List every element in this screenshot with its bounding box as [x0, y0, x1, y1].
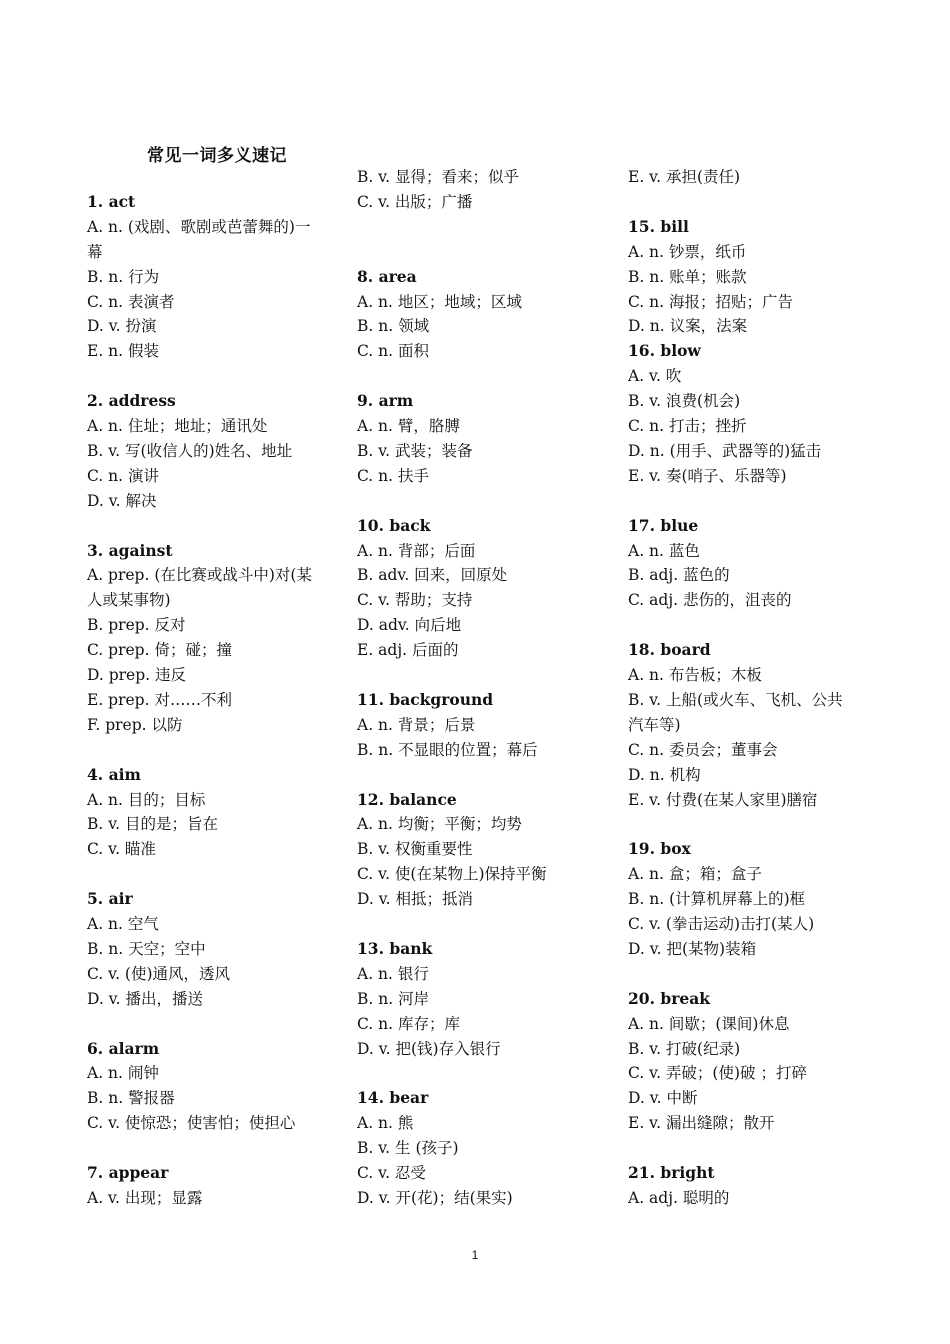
definition-line: A. n. 空气 — [87, 915, 159, 933]
definition-line: E. v. 奏(哨子、乐器等) — [628, 466, 787, 485]
page-title: 常见一词多义速记 — [147, 146, 287, 166]
definition-line: A. n. 背景；后景 — [357, 715, 476, 734]
definition-line: C. v. 忍受 — [357, 1164, 426, 1182]
definition-line: D. v. 播出，播送 — [87, 989, 204, 1008]
definition-line: B. v. 生 (孩子) — [357, 1139, 459, 1158]
entry-word: 1. act — [87, 191, 136, 211]
definition-line: A. v. 吹 — [628, 367, 682, 386]
definition-line: D. v. 开(花)；结(果实) — [357, 1188, 513, 1207]
definition-line: D. prep. 违反 — [87, 666, 187, 684]
entry-word: 12. balance — [357, 789, 457, 809]
definition-line: A. n. 地区；地域；区域 — [357, 292, 522, 311]
definition-line: C. v. 出版；广播 — [357, 192, 473, 211]
entry-word: 7. appear — [87, 1163, 169, 1182]
definition-line: D. adv. 向后地 — [357, 616, 462, 635]
definition-line: E. v. 付费(在某人家里)膳宿 — [628, 790, 818, 809]
definition-line: C. n. 打击；挫折 — [628, 417, 747, 435]
entry-word: 17. blue — [628, 515, 699, 535]
definition-line: B. adj. 蓝色的 — [628, 566, 730, 585]
definition-line: C. v. (拳击运动)击打(某人) — [628, 915, 815, 933]
entry-word: 2. address — [87, 391, 176, 411]
definition-line: A. n. 闹钟 — [87, 1064, 159, 1083]
definition-line: B. n. 天空；空中 — [87, 939, 206, 958]
definition-line: 幕 — [87, 242, 103, 261]
entry-word: 13. bank — [357, 938, 433, 958]
definition-line: B. v. 浪费(机会) — [628, 392, 741, 411]
definition-line: C. n. 表演者 — [87, 292, 175, 311]
definition-line: B. n. (计算机屏幕上的)框 — [628, 890, 806, 909]
definition-line: A. n. 熊 — [357, 1114, 414, 1133]
definition-line: C. n. 面积 — [357, 342, 429, 361]
entry-word: 18. board — [628, 640, 711, 660]
definition-line: A. n. 目的；目标 — [87, 790, 206, 809]
entry-word: 15. bill — [628, 216, 689, 236]
entry-word: 19. box — [628, 839, 691, 859]
definition-line: A. n. 间歇；(课间)休息 — [628, 1014, 790, 1033]
definition-line: C. n. 演讲 — [87, 466, 159, 485]
definition-line: B. adv. 回来，回原处 — [357, 566, 508, 585]
entry-word: 10. back — [357, 515, 431, 535]
entry-word: 9. arm — [357, 391, 414, 411]
definition-line: A. n. 钞票，纸币 — [628, 242, 747, 261]
definition-line: D. v. 相抵；抵消 — [357, 890, 474, 909]
definition-line: B. v. 打破(纪录) — [628, 1039, 741, 1058]
definition-line: C. adj. 悲伤的，沮丧的 — [628, 591, 792, 610]
definition-line: D. v. 扮演 — [87, 317, 157, 336]
definition-line: C. v. 弄破；(使)破 ；打碎 — [628, 1064, 807, 1083]
definition-line: A. n. 盒；箱；盒子 — [628, 865, 762, 884]
definition-line: D. n. 机构 — [628, 765, 701, 784]
definition-line: A. n. 均衡；平衡；均势 — [357, 815, 522, 834]
column-right — [628, 165, 878, 1225]
definition-line: B. v. 显得；看来；似乎 — [357, 168, 520, 186]
definition-line: B. v. 武装；装备 — [357, 441, 473, 460]
definition-line: C. v. (使)通风，透风 — [87, 964, 231, 983]
definition-line: B. prep. 反对 — [87, 616, 186, 635]
definition-line: D. n. (用手、武器等的)猛击 — [628, 441, 822, 460]
entry-word: 3. against — [87, 540, 173, 560]
definition-line: D. v. 中断 — [628, 1089, 698, 1108]
definition-line: C. n. 库存；库 — [357, 1014, 460, 1033]
definition-line: E. n. 假装 — [87, 342, 160, 361]
definition-line: B. n. 不显眼的位置；幕后 — [357, 740, 538, 759]
definition-line: A. n. 蓝色 — [628, 541, 700, 560]
entry-word: 8. area — [357, 266, 417, 286]
definition-line: E. adj. 后面的 — [357, 641, 459, 660]
definition-line: C. v. 使惊恐；使害怕；使担心 — [87, 1114, 296, 1133]
definition-line: A. n. (戏剧、歌剧或芭蕾舞的)一 — [87, 217, 311, 236]
definition-line: D. v. 把(某物)装箱 — [628, 939, 757, 958]
entry-word: 16. blow — [628, 341, 701, 361]
definition-line: B. n. 账单；账款 — [628, 267, 747, 286]
definition-line: A. adj. 聪明的 — [628, 1188, 730, 1207]
definition-line: B. v. 上船(或火车、飞机、公共 — [628, 690, 843, 709]
definition-line: E. v. 漏出缝隙；散开 — [628, 1114, 775, 1133]
definition-line: A. n. 布告板；木板 — [628, 666, 762, 684]
definition-line: B. n. 行为 — [87, 267, 160, 286]
definition-line: B. n. 领域 — [357, 317, 430, 336]
definition-line: E. v. 承担(责任) — [628, 168, 741, 186]
definition-line: E. prep. 对……不利 — [87, 690, 232, 709]
definition-line: B. v. 目的是；旨在 — [87, 815, 219, 834]
definition-line: 人或某事物) — [87, 591, 171, 610]
definition-line: C. prep. 倚；碰；撞 — [87, 641, 232, 660]
definition-line: 汽车等) — [628, 715, 681, 734]
definition-line: A. n. 银行 — [357, 964, 429, 983]
column-left — [87, 165, 337, 1225]
definition-line: C. n. 扶手 — [357, 466, 429, 485]
definition-line: A. n. 住址；地址；通讯处 — [87, 417, 268, 435]
definition-line: C. v. 使(在某物上)保持平衡 — [357, 865, 547, 884]
entry-word: 21. bright — [628, 1163, 715, 1182]
page-number: 1 — [471, 1248, 479, 1262]
definition-line: C. n. 海报；招贴；广告 — [628, 292, 793, 311]
entry-word: 20. break — [628, 988, 711, 1008]
definition-line: A. v. 出现；显露 — [87, 1188, 203, 1207]
column-middle — [357, 165, 607, 1225]
definition-line: B. n. 河岸 — [357, 989, 430, 1008]
entry-word: 5. air — [87, 889, 133, 909]
definition-line: D. n. 议案，法案 — [628, 317, 748, 336]
definition-line: B. v. 写(收信人的)姓名、地址 — [87, 441, 293, 460]
entry-word: 11. background — [357, 689, 494, 709]
definition-line: D. v. 解决 — [87, 491, 157, 510]
definition-line: A. prep. (在比赛或战斗中)对(某 — [87, 566, 312, 585]
definition-line: F. prep. 以防 — [87, 715, 183, 734]
definition-line: B. v. 权衡重要性 — [357, 840, 473, 859]
definition-line: D. v. 把(钱)存入银行 — [357, 1039, 501, 1058]
definition-line: B. n. 警报器 — [87, 1089, 175, 1108]
definition-line: C. n. 委员会；董事会 — [628, 740, 778, 759]
definition-line: A. n. 臂，胳膊 — [357, 417, 460, 435]
definition-line: C. v. 瞄准 — [87, 840, 156, 859]
entry-word: 4. aim — [87, 764, 141, 784]
entry-word: 14. bear — [357, 1088, 429, 1108]
entry-word: 6. alarm — [87, 1038, 160, 1058]
definition-line: C. v. 帮助；支持 — [357, 591, 473, 610]
definition-line: A. n. 背部；后面 — [357, 541, 476, 560]
